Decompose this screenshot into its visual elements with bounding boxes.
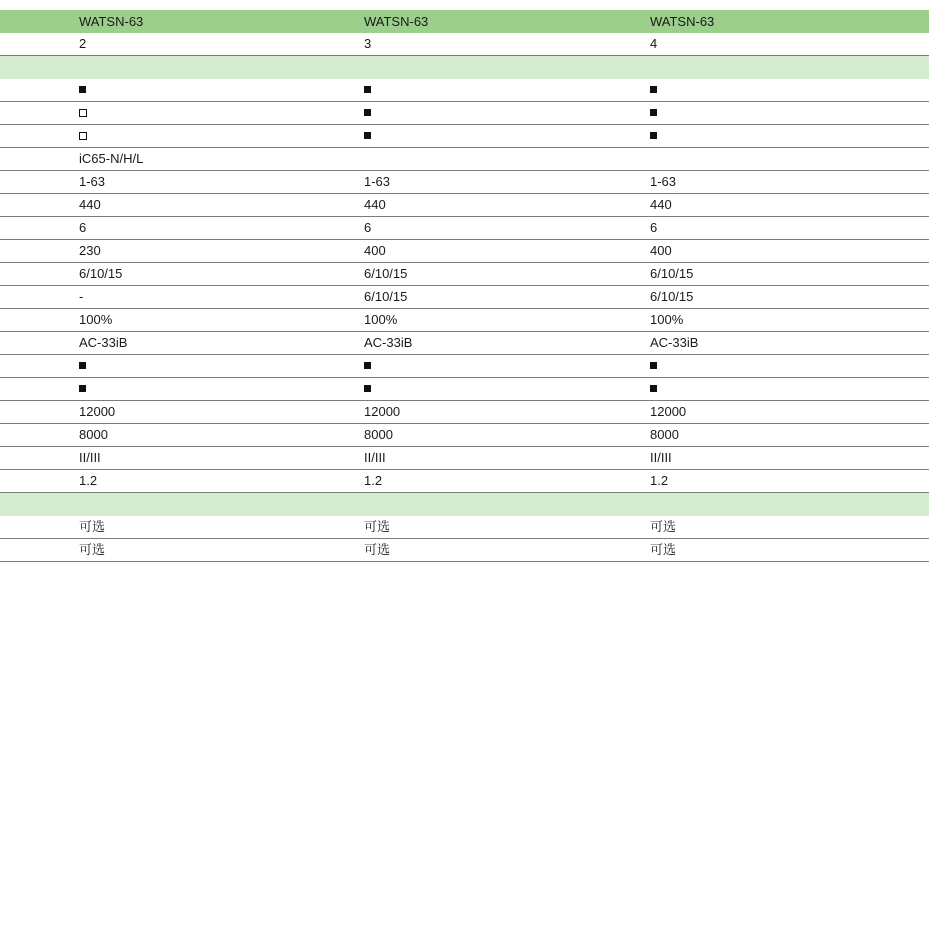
table-cell-mark — [364, 355, 650, 377]
filled-square-icon — [79, 86, 86, 93]
table-row — [0, 470, 929, 493]
table-cell-mark — [650, 378, 929, 400]
table-cell: 1.2 — [364, 473, 383, 488]
table-row — [0, 194, 929, 217]
table-row — [0, 309, 929, 332]
table-cell: 8000 — [364, 427, 393, 442]
table-body — [0, 33, 929, 562]
spec-table — [0, 10, 929, 562]
table-cell: 440 — [364, 197, 386, 212]
table-cell: 可选 — [650, 519, 677, 534]
table-cell-mark — [650, 355, 929, 377]
table-cell: 100% — [650, 312, 684, 327]
table-row — [0, 240, 929, 263]
table-cell: II/III — [364, 450, 386, 465]
table-cell: AC-33iB — [364, 335, 413, 350]
table-cell: 可选 — [79, 542, 106, 557]
table-cell-mark — [364, 102, 650, 124]
table-cell: 6/10/15 — [650, 266, 694, 281]
table-cell: 400 — [650, 243, 672, 258]
table-cell: 3 — [364, 36, 372, 51]
table-cell: 12000 — [650, 404, 687, 419]
table-cell: AC-33iB — [79, 335, 128, 350]
table-cell: 可选 — [650, 542, 677, 557]
filled-square-icon — [364, 385, 371, 392]
table-cell: - — [79, 289, 84, 304]
filled-square-icon — [364, 132, 371, 139]
table-cell-mark — [364, 125, 650, 147]
table-cell: 100% — [364, 312, 398, 327]
table-cell-mark — [364, 378, 650, 400]
table-cell: 可选 — [79, 519, 106, 534]
table-row — [0, 424, 929, 447]
table-cell-mark — [650, 102, 929, 124]
table-header-row — [0, 10, 929, 33]
table-cell: AC-33iB — [650, 335, 699, 350]
table-cell-mark — [0, 355, 364, 377]
table-cell: 100% — [79, 312, 113, 327]
table-row — [0, 286, 929, 309]
table-cell-mark — [650, 125, 929, 147]
table-cell: 1-63 — [364, 174, 391, 189]
filled-square-icon — [650, 109, 657, 116]
table-cell: 6 — [79, 220, 87, 235]
table-row — [0, 263, 929, 286]
table-cell: 8000 — [650, 427, 679, 442]
table-cell: 1.2 — [79, 473, 98, 488]
table-cell: 12000 — [79, 404, 116, 419]
table-cell: 12000 — [364, 404, 401, 419]
table-cell-mark — [650, 79, 929, 101]
table-cell: 6/10/15 — [650, 289, 694, 304]
table-cell: 400 — [364, 243, 386, 258]
table-cell: 230 — [79, 243, 101, 258]
table-cell-mark — [0, 125, 364, 147]
table-cell: 4 — [650, 36, 658, 51]
table-row — [0, 171, 929, 194]
table-cell-mark — [0, 378, 364, 400]
filled-square-icon — [650, 132, 657, 139]
filled-square-icon — [650, 362, 657, 369]
table-row — [0, 332, 929, 355]
table-cell: iC65-N/H/L — [79, 151, 144, 166]
table-row — [0, 79, 929, 102]
table-cell: 440 — [79, 197, 101, 212]
table-row — [0, 217, 929, 240]
table-cell: 6/10/15 — [364, 266, 408, 281]
table-cell-mark — [0, 102, 364, 124]
filled-square-icon — [650, 86, 657, 93]
table-row — [0, 378, 929, 401]
table-cell: 1-63 — [79, 174, 106, 189]
table-row — [0, 355, 929, 378]
table-cell-mark — [0, 79, 364, 101]
table-cell: 2 — [79, 36, 87, 51]
table-row — [0, 148, 929, 171]
header-cell-col1: WATSN-63 — [79, 13, 144, 29]
table-cell: 1.2 — [650, 473, 669, 488]
table-cell: 6 — [650, 220, 658, 235]
table-row — [0, 125, 929, 148]
filled-square-icon — [364, 109, 371, 116]
table-row — [0, 401, 929, 424]
empty-square-icon — [79, 109, 87, 117]
table-cell: 6/10/15 — [364, 289, 408, 304]
table-cell: II/III — [79, 450, 101, 465]
filled-square-icon — [650, 385, 657, 392]
table-cell: 1-63 — [650, 174, 677, 189]
table-row — [0, 539, 929, 562]
table-cell: 8000 — [79, 427, 108, 442]
table-cell: 可选 — [364, 519, 391, 534]
filled-square-icon — [364, 362, 371, 369]
filled-square-icon — [364, 86, 371, 93]
table-cell: II/III — [650, 450, 672, 465]
table-row — [0, 516, 929, 539]
table-row — [0, 447, 929, 470]
table-row — [0, 33, 929, 56]
table-cell: 440 — [650, 197, 672, 212]
table-cell-mark — [364, 79, 650, 101]
empty-square-icon — [79, 132, 87, 140]
filled-square-icon — [79, 362, 86, 369]
table-row — [0, 102, 929, 125]
filled-square-icon — [79, 385, 86, 392]
section-band — [0, 56, 929, 79]
header-cell-col3: WATSN-63 — [650, 13, 715, 29]
table-cell: 6 — [364, 220, 372, 235]
section-band — [0, 493, 929, 516]
table-cell: 6/10/15 — [79, 266, 123, 281]
table-cell: 可选 — [364, 542, 391, 557]
header-cell-col2: WATSN-63 — [364, 13, 429, 29]
